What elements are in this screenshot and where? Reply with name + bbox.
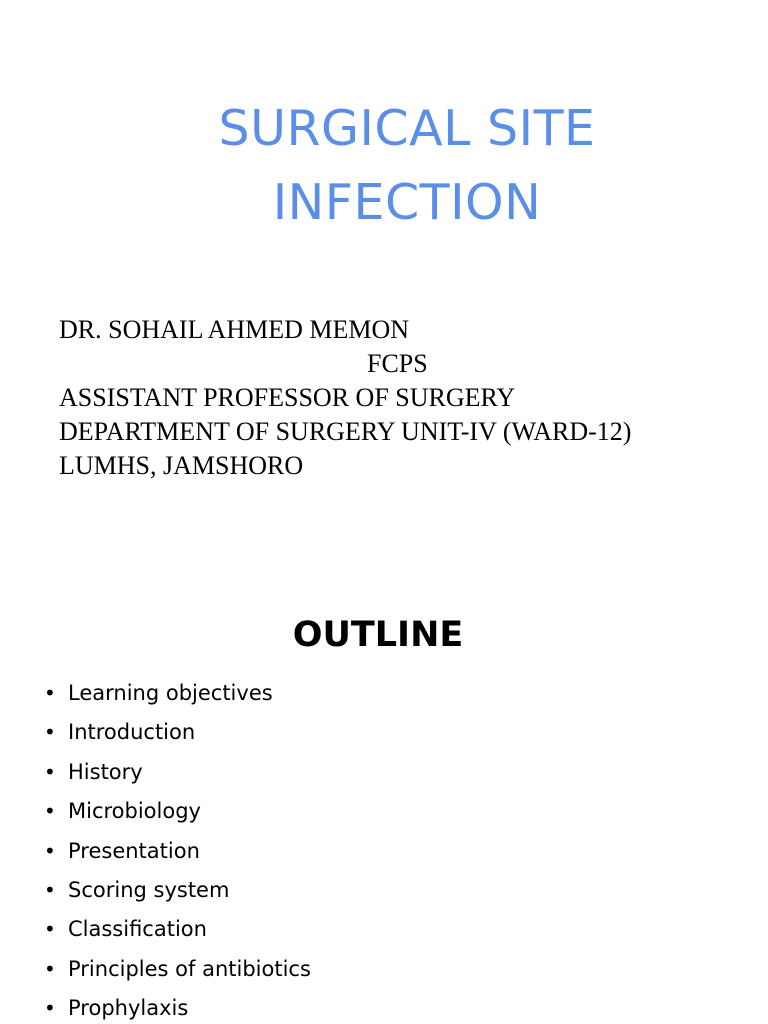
title-line-1: SURGICAL SITE xyxy=(218,100,596,157)
outline-list xyxy=(44,674,311,1024)
bullet-icon: • xyxy=(44,681,56,705)
outline-item-label: Learning objectives xyxy=(68,681,273,705)
outline-item-label: Scoring system xyxy=(68,877,230,902)
outline-item xyxy=(44,753,311,792)
bullet-icon: • xyxy=(44,720,56,745)
bullet-icon: • xyxy=(44,838,56,863)
outline-item-label: Principles of antibiotics xyxy=(68,956,311,981)
outline-item xyxy=(44,713,311,752)
bullet-icon: • xyxy=(44,799,56,824)
outline-item xyxy=(44,989,311,1024)
bullet-icon: • xyxy=(44,877,56,902)
outline-item-label: Prophylaxis xyxy=(68,996,189,1021)
bullet-icon: • xyxy=(44,917,56,942)
outline-item xyxy=(44,910,311,949)
author-institution: LUMHS, JAMSHORO xyxy=(59,451,304,480)
outline-item-label: Presentation xyxy=(68,838,200,863)
author-name: DR. SOHAIL AHMED MEMON xyxy=(59,315,410,344)
title-line-2: INFECTION xyxy=(272,174,542,231)
outline-item-label: Microbiology xyxy=(68,799,201,824)
outline-item xyxy=(44,950,311,989)
outline-item-label: Introduction xyxy=(68,720,196,745)
outline-title: OUTLINE xyxy=(292,615,464,655)
author-block xyxy=(59,313,631,483)
outline-item xyxy=(44,871,311,910)
author-position: ASSISTANT PROFESSOR OF SURGERY xyxy=(59,383,516,412)
author-qualification: FCPS xyxy=(367,349,428,378)
outline-slide xyxy=(0,576,768,1024)
outline-item xyxy=(44,832,311,871)
outline-item xyxy=(44,792,311,831)
bullet-icon: • xyxy=(44,759,56,784)
outline-item-label: History xyxy=(68,759,143,784)
slide-title xyxy=(0,92,768,240)
outline-item xyxy=(44,674,311,713)
bullet-icon: • xyxy=(44,956,56,981)
outline-item-label: Classification xyxy=(68,917,207,942)
author-department: DEPARTMENT OF SURGERY UNIT-IV (WARD-12) xyxy=(59,417,632,446)
bullet-icon: • xyxy=(44,996,56,1021)
